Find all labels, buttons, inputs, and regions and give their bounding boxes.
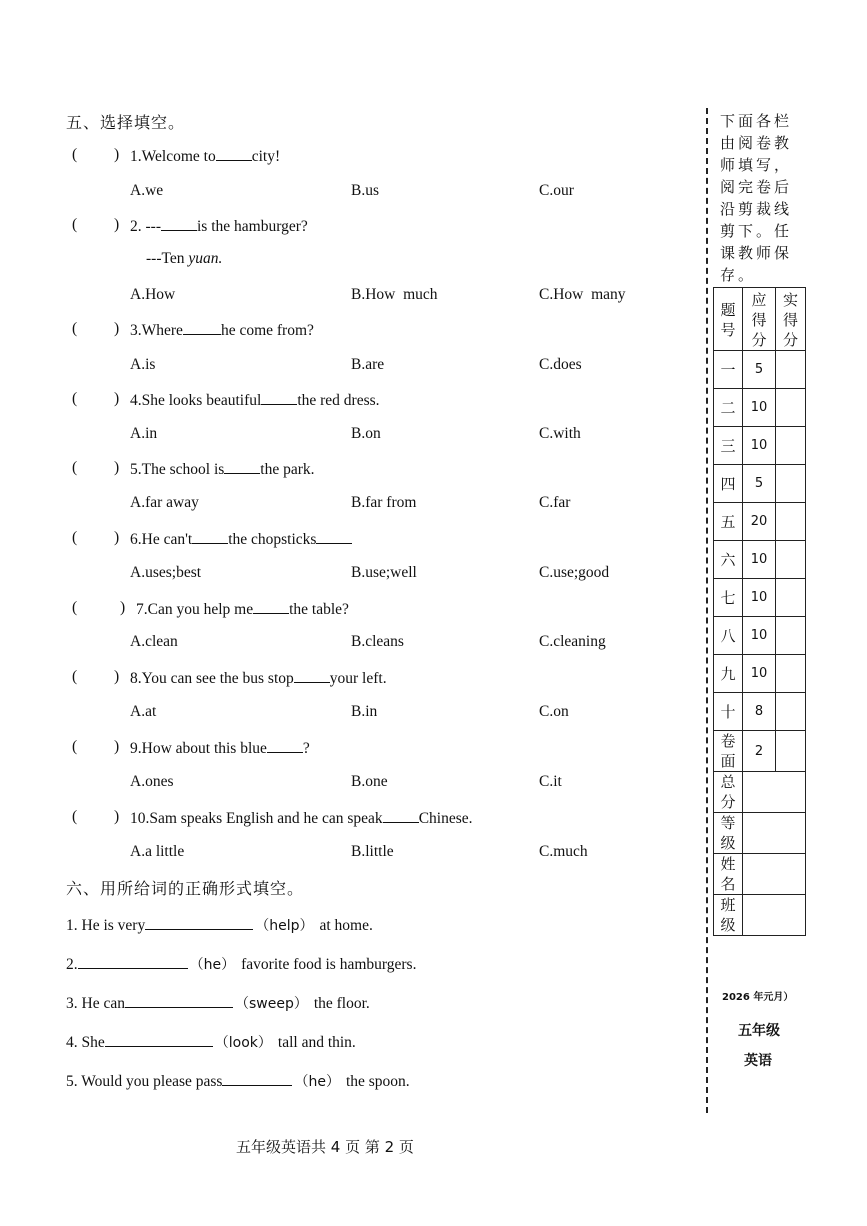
question-stem: 5.The school is xyxy=(130,461,225,478)
earned-score-cell[interactable] xyxy=(776,655,806,693)
info-row-label xyxy=(714,772,743,813)
earned-score-cell[interactable] xyxy=(776,465,806,503)
question-stem: 6.He can't xyxy=(130,531,193,548)
option-c: C.on xyxy=(539,703,569,720)
answer-paren-open: ( xyxy=(72,216,78,233)
question-tail: he come from? xyxy=(220,322,314,339)
score-row-label: 十 xyxy=(714,693,743,731)
earned-score-cell[interactable] xyxy=(776,503,806,541)
fill-blank[interactable] xyxy=(145,915,253,930)
info-row-label xyxy=(714,813,743,854)
answer-paren-open: ( xyxy=(72,390,78,407)
question-tail: the chopsticks xyxy=(228,531,317,548)
header-char: 实 xyxy=(782,291,798,309)
question-tail: your left. xyxy=(329,670,387,687)
option-c: C.much xyxy=(539,843,588,860)
header-char: 应 xyxy=(751,291,767,309)
answer-paren-open: ( xyxy=(72,668,78,685)
option-c: C.with xyxy=(539,425,581,442)
option-a: A.is xyxy=(130,356,156,373)
answer-paren-close: ) xyxy=(114,390,120,407)
score-table-header xyxy=(714,288,743,351)
fill-hint: （he） xyxy=(294,1074,340,1090)
header-char: 得 xyxy=(751,311,767,329)
subject-label: 英语 xyxy=(744,1053,772,1069)
score-row-label: 三 xyxy=(714,427,743,465)
reply-italic: yuan. xyxy=(188,250,223,267)
question-text xyxy=(130,529,352,549)
score-row-label: 七 xyxy=(714,579,743,617)
score-row-label: 二 xyxy=(714,389,743,427)
question-text xyxy=(130,808,473,828)
section6-title: 六、用所给词的正确形式填空。 xyxy=(66,879,305,898)
question-stem: 4.She looks beautiful xyxy=(130,392,262,409)
question-text xyxy=(130,320,314,340)
question-tail: the table? xyxy=(289,601,349,618)
option-a: A.we xyxy=(130,182,164,199)
earned-score-cell[interactable] xyxy=(776,541,806,579)
fill-hint: （sweep） xyxy=(234,996,308,1012)
grader-instruction: 下面各栏由阅卷教师填写，阅完卷后沿剪裁线剪下。任课教师保存。 xyxy=(720,112,793,284)
question-stem: 1.Welcome to xyxy=(130,148,216,165)
answer-paren-open: ( xyxy=(72,320,78,337)
answer-paren-close: ) xyxy=(114,320,120,337)
question-stem: 2. --- xyxy=(130,218,161,235)
fill-item-suffix: at home. xyxy=(319,917,373,934)
fill-hint: （help） xyxy=(255,918,314,934)
option-b: B.cleans xyxy=(351,633,404,650)
option-b: B.on xyxy=(351,425,381,442)
score-table-header xyxy=(743,288,776,351)
option-b: B.one xyxy=(351,773,388,790)
fill-blank[interactable] xyxy=(222,1071,292,1086)
info-row-label xyxy=(714,854,743,895)
option-b: B.us xyxy=(351,182,379,199)
score-points: 10 xyxy=(743,389,776,427)
option-a: A.a little xyxy=(130,843,185,860)
answer-blank[interactable] xyxy=(253,599,289,614)
fill-item xyxy=(66,954,416,974)
fill-item-prefix: 5. Would you please pass xyxy=(66,1073,223,1090)
answer-paren-close: ) xyxy=(120,599,126,616)
earned-score-cell[interactable] xyxy=(776,579,806,617)
option-c: C.does xyxy=(539,356,582,373)
answer-paren-close: ) xyxy=(114,529,120,546)
score-row-label: 一 xyxy=(714,351,743,389)
header-char: 分 xyxy=(751,331,767,349)
exam-date: 2026 年元月） xyxy=(722,992,794,1003)
score-points: 8 xyxy=(743,693,776,731)
label-char: 姓 xyxy=(720,855,736,873)
option-a: A.at xyxy=(130,703,157,720)
question-text xyxy=(136,599,349,619)
score-row-label: 六 xyxy=(714,541,743,579)
score-points: 5 xyxy=(743,351,776,389)
score-points: 20 xyxy=(743,503,776,541)
info-value-cell[interactable] xyxy=(743,895,806,936)
score-points: 10 xyxy=(743,579,776,617)
option-c: C.it xyxy=(539,773,562,790)
score-points: 10 xyxy=(743,541,776,579)
question-text xyxy=(130,146,280,166)
option-b: B.use;well xyxy=(351,564,417,581)
answer-paren-open: ( xyxy=(72,459,78,476)
fill-item-prefix: 3. He can xyxy=(66,995,125,1012)
fill-item-suffix: the floor. xyxy=(313,995,370,1012)
option-b: B.in xyxy=(351,703,378,720)
question-stem: 8.You can see the bus stop xyxy=(130,670,294,687)
option-b: B.are xyxy=(351,356,385,373)
option-c: C.How many xyxy=(539,286,626,303)
answer-blank[interactable] xyxy=(261,390,297,405)
answer-paren-open: ( xyxy=(72,808,78,825)
cut-line xyxy=(706,108,708,1113)
question-stem: 9.How about this blue xyxy=(130,740,267,757)
earned-score-cell[interactable] xyxy=(776,389,806,427)
score-table-header xyxy=(776,288,806,351)
header-char: 分 xyxy=(782,331,798,349)
answer-blank[interactable] xyxy=(267,738,303,753)
info-value-cell[interactable] xyxy=(743,772,806,813)
reply-text xyxy=(146,250,222,268)
label-char: 面 xyxy=(720,752,736,770)
fill-hint: （he） xyxy=(189,957,236,973)
label-char: 名 xyxy=(720,875,736,893)
label-char: 级 xyxy=(720,916,736,934)
answer-paren-open: ( xyxy=(72,599,78,616)
question-text xyxy=(130,668,387,688)
header-char: 题 xyxy=(720,301,736,319)
option-c: C.our xyxy=(539,182,574,199)
answer-paren-open: ( xyxy=(72,529,78,546)
fill-blank[interactable] xyxy=(78,954,188,969)
earned-score-cell[interactable] xyxy=(776,617,806,655)
question-stem: 10.Sam speaks English and he can speak xyxy=(130,810,383,827)
score-row-label: 五 xyxy=(714,503,743,541)
info-value-cell[interactable] xyxy=(743,813,806,854)
fill-blank[interactable] xyxy=(105,1032,213,1047)
answer-blank[interactable] xyxy=(192,529,228,544)
question-tail: the park. xyxy=(260,461,315,478)
fill-item-suffix: the spoon. xyxy=(345,1073,410,1090)
earned-score-cell[interactable] xyxy=(776,351,806,389)
earned-score-cell[interactable] xyxy=(776,693,806,731)
answer-paren-close: ) xyxy=(114,668,120,685)
fill-item xyxy=(66,993,370,1013)
option-a: A.How xyxy=(130,286,176,303)
fill-item-suffix: tall and thin. xyxy=(277,1034,356,1051)
score-points: 10 xyxy=(743,617,776,655)
score-points: 10 xyxy=(743,427,776,465)
question-tail: Chinese. xyxy=(418,810,473,827)
label-char: 总 xyxy=(720,773,736,791)
label-char: 班 xyxy=(720,896,736,914)
question-stem: 7.Can you help me xyxy=(136,601,254,618)
fill-item xyxy=(66,915,373,935)
info-value-cell[interactable] xyxy=(743,854,806,895)
answer-paren-close: ) xyxy=(114,808,120,825)
earned-score-cell[interactable] xyxy=(776,427,806,465)
score-row-label xyxy=(714,731,743,772)
answer-blank[interactable] xyxy=(216,146,252,161)
score-points: 2 xyxy=(743,731,776,772)
question-tail: city! xyxy=(251,148,281,165)
info-row-label xyxy=(714,895,743,936)
question-text xyxy=(130,216,308,236)
option-c: C.cleaning xyxy=(539,633,606,650)
option-a: A.ones xyxy=(130,773,174,790)
answer-blank[interactable] xyxy=(316,529,352,544)
score-points: 5 xyxy=(743,465,776,503)
answer-paren-close: ) xyxy=(114,146,120,163)
question-tail: the red dress. xyxy=(297,392,380,409)
reply-prefix: ---Ten xyxy=(146,250,189,267)
score-row-label: 八 xyxy=(714,617,743,655)
answer-blank[interactable] xyxy=(294,668,330,683)
answer-paren-close: ) xyxy=(114,459,120,476)
fill-item xyxy=(66,1032,356,1052)
answer-blank[interactable] xyxy=(224,459,260,474)
option-a: A.uses;best xyxy=(130,564,202,581)
page-footer: 五年级英语共 4 页 第 2 页 xyxy=(236,1138,414,1156)
answer-paren-open: ( xyxy=(72,146,78,163)
score-points: 10 xyxy=(743,655,776,693)
option-b: B.How much xyxy=(351,286,438,303)
grade-label: 五年级 xyxy=(738,1023,780,1039)
question-tail: is the hamburger? xyxy=(197,218,308,235)
question-stem: 3.Where xyxy=(130,322,183,339)
answer-paren-close: ) xyxy=(114,738,120,755)
label-char: 级 xyxy=(720,834,736,852)
label-char: 卷 xyxy=(720,732,736,750)
fill-item-prefix: 4. She xyxy=(66,1034,105,1051)
score-row-label: 四 xyxy=(714,465,743,503)
fill-hint: （look） xyxy=(214,1035,272,1051)
header-char: 号 xyxy=(720,321,736,339)
question-tail: ? xyxy=(302,740,310,757)
answer-blank[interactable] xyxy=(161,216,197,231)
option-c: C.use;good xyxy=(539,564,610,581)
label-char: 分 xyxy=(720,793,736,811)
question-text xyxy=(130,390,380,410)
fill-item xyxy=(66,1071,410,1091)
fill-blank[interactable] xyxy=(125,993,233,1008)
answer-paren-open: ( xyxy=(72,738,78,755)
score-table xyxy=(713,287,806,936)
option-c: C.far xyxy=(539,494,571,511)
header-char: 得 xyxy=(782,311,798,329)
fill-item-prefix: 2. xyxy=(66,956,78,973)
option-b: B.far from xyxy=(351,494,417,511)
label-char: 等 xyxy=(720,814,736,832)
option-a: A.clean xyxy=(130,633,178,650)
score-row-label: 九 xyxy=(714,655,743,693)
fill-item-suffix: favorite food is hamburgers. xyxy=(241,956,417,973)
answer-blank[interactable] xyxy=(183,320,221,335)
earned-score-cell[interactable] xyxy=(776,731,806,772)
option-b: B.little xyxy=(351,843,394,860)
section5-title: 五、选择填空。 xyxy=(66,113,186,132)
answer-paren-close: ) xyxy=(114,216,120,233)
answer-blank[interactable] xyxy=(383,808,419,823)
question-text xyxy=(130,459,315,479)
fill-item-prefix: 1. He is very xyxy=(66,917,146,934)
option-a: A.far away xyxy=(130,494,199,511)
question-text xyxy=(130,738,310,758)
option-a: A.in xyxy=(130,425,158,442)
